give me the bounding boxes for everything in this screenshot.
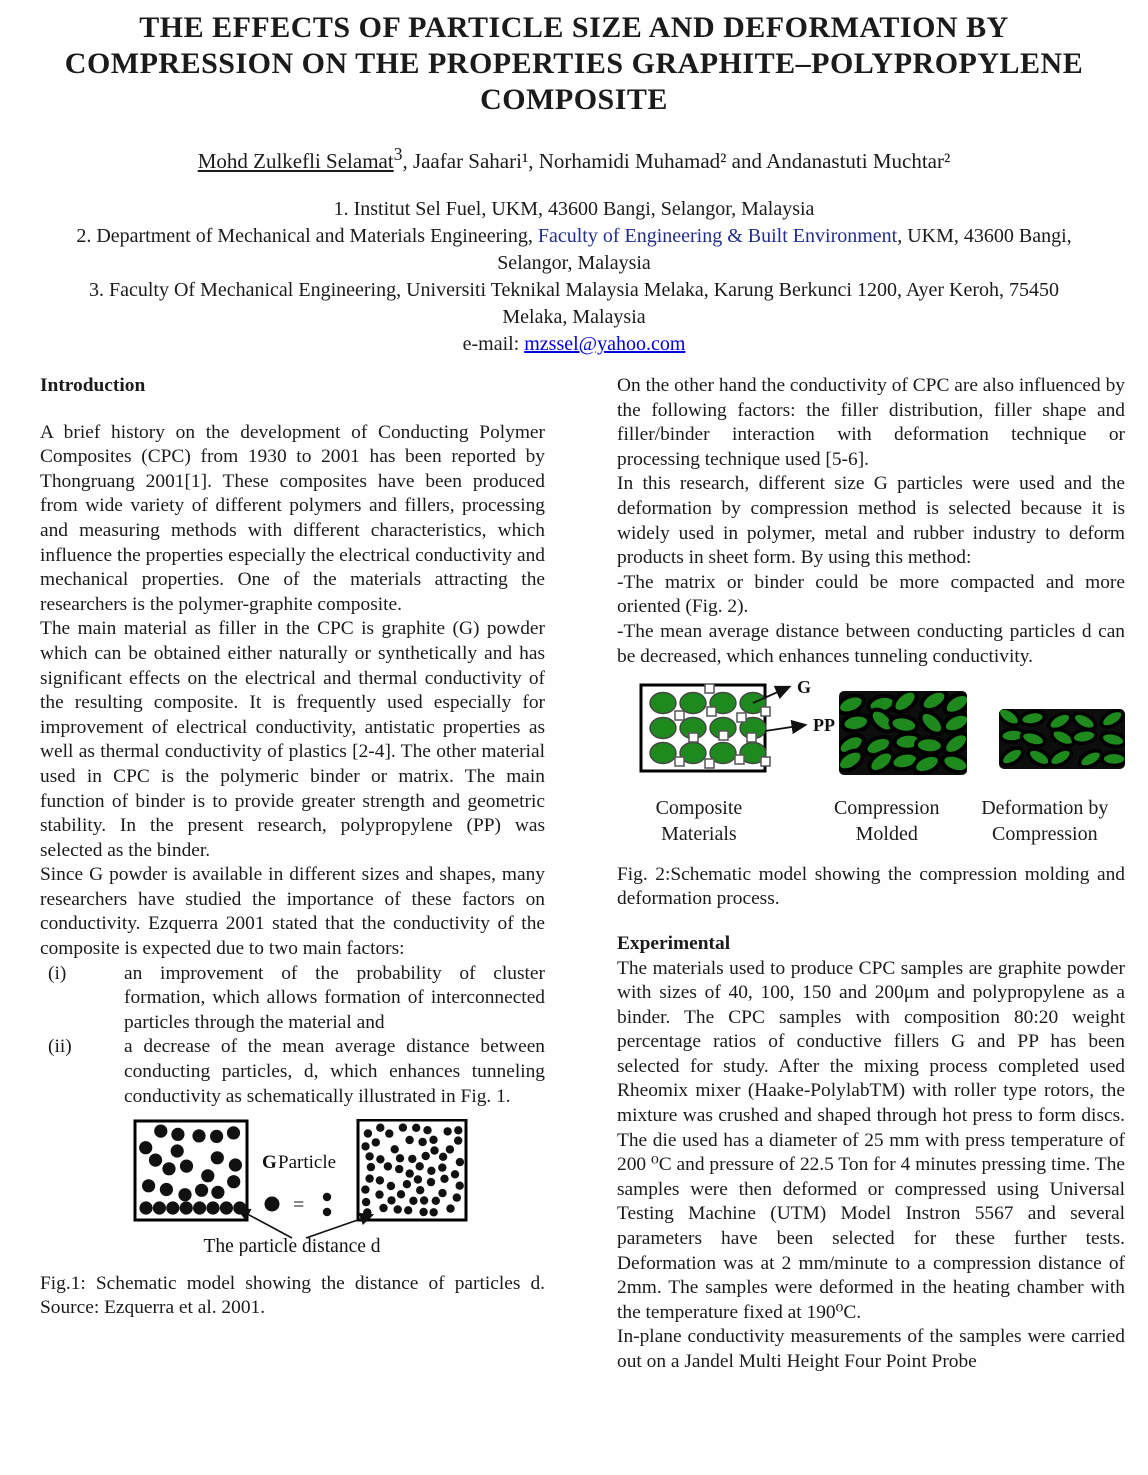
email-label: e-mail: xyxy=(462,333,525,355)
affiliation-2-post: , UKM, 43600 Bangi, xyxy=(897,225,1072,247)
fig2-arrow-pp xyxy=(765,725,805,731)
list-item-ii-marker: (ii) xyxy=(48,1036,72,1058)
right-paragraph-b: In this research, different size G particles were used and the deformation by compression method is selected because it is widely used in polymer, metal and rubber industry to deform products in sheet form. By using this method: xyxy=(617,473,1125,569)
affiliation-3: 3. Faculty Of Mechanical Engineering, Universiti Teknikal Malaysia Melaka, Karung Berkunci 1200, Ayer Keroh, 75450 xyxy=(88,279,1060,301)
list-item-i-text: an improvement of the probability of cluster formation, which allows formation of interconnected particles through the material and xyxy=(124,962,545,1033)
fig2-label-molded: Compression Molded xyxy=(833,796,940,845)
figure-2-labels xyxy=(617,795,1125,847)
fig1-legend-small-dot-2 xyxy=(323,1208,331,1216)
list-item-ii-text: a decrease of the mean average distance between conducting particles, d, which enhances tunneling conductivity as schematically illustrated in Fig. 1. xyxy=(124,1036,545,1107)
affiliation-1: 1. Institut Sel Fuel, UKM, 43600 Bangi, Selangor, Malaysia xyxy=(333,198,815,220)
title-line-1: THE EFFECTS OF PARTICLE SIZE AND DEFORMATION BY xyxy=(139,11,1009,44)
figure-1 xyxy=(40,1119,545,1321)
affiliation-2 xyxy=(0,223,1148,250)
fig1-arrow-right xyxy=(306,1215,372,1238)
title-line-2: COMPRESSION ON THE PROPERTIES GRAPHITE–POLYPROPYLENE xyxy=(64,47,1084,80)
right-paragraph-c: -The matrix or binder could be more compacted and more oriented (Fig. 2). xyxy=(617,571,1125,618)
experimental-paragraph: The materials used to produce CPC samples are graphite powder with sizes of 40, 100, 150 and 200μm and polypropylene as a binder. The CPC samples with composition 80:20 weight percentage ratios of conductive fillers G and PP has been selected for study. After the mixing process completed used Rheomix mixer (Haake-PolylabTM) with roller type rotors, the mixture was crushed and shaped through hot press to form discs. The die used has a diameter of 25 mm with press temperature of 200 ⁰C and pressure of 22.5 Ton for 4 minutes pressing time. The samples were then deformed or compressed using Universal Testing Machine (UTM) Model Instron 5567 and several parameters have been selected for these further tests. Deformation was at 2 mm/minute to a compression distance of 2mm. The samples were deformed in the heating chamber with the temperature fixed at 190⁰C. xyxy=(617,957,1125,1323)
list-item-i-marker: (i) xyxy=(48,962,67,984)
figure-2-schematic xyxy=(617,677,1125,783)
author-underlined: Mohd Zulkefli Selamat xyxy=(197,149,394,173)
author-sup: 3 xyxy=(393,144,403,164)
experimental-heading: Experimental xyxy=(617,932,731,954)
affiliation-2-faculty: Faculty of Engineering & Built Environment xyxy=(537,225,898,247)
author-line xyxy=(0,144,1148,174)
fig1-equals: = xyxy=(293,1194,305,1217)
two-column-body xyxy=(40,374,1148,1375)
right-paragraph-a: On the other hand the conductivity of CPC are also influenced by the following factors: the filler distribution, filler shape and filler/binder interaction with deformation technique or processing technique used [5-6]. xyxy=(617,375,1125,470)
fig1-legend-large-dot xyxy=(265,1197,280,1212)
fig2-g-label: G xyxy=(797,677,812,698)
fig2-label-deformed: Deformation by Compression xyxy=(981,796,1109,845)
figure-1-caption: Fig.1: Schematic model showing the distance of particles d. Source: Ezquerra et al. 2001. xyxy=(40,1272,545,1319)
fig1-distance-label: The particle distance d xyxy=(203,1236,381,1257)
affiliation-2-pre: 2. Department of Mechanical and Materials Engineering, xyxy=(76,225,538,247)
fig1-arrow-left xyxy=(238,1209,292,1238)
figure-2-caption: Fig. 2:Schematic model showing the compression molding and deformation process. xyxy=(617,863,1125,910)
title-line-3: COMPOSITE xyxy=(480,83,668,116)
paper-title xyxy=(0,10,1148,118)
intro-heading: Introduction xyxy=(40,375,146,396)
figure-2 xyxy=(617,677,1125,912)
fig2-label-composite: Composite Materials xyxy=(655,796,743,845)
email-line xyxy=(0,331,1148,358)
fig2-pp-label: PP xyxy=(813,715,835,736)
list-item-i xyxy=(40,962,545,1036)
affiliation-3b: Melaka, Malaysia xyxy=(502,306,646,328)
author-rest: , Jaafar Sahari¹, Norhamidi Muhamad² and Andanastuti Muchtar² xyxy=(402,149,951,173)
fig1-g-label-bold: G xyxy=(262,1152,277,1174)
intro-paragraph-1: A brief history on the development of Conducting Polymer Composites (CPC) from 1930 to 2001 has been reported by Thongruang 2001[1]. These composites have been produced from wide variety of different polymers and fillers, processing and measuring methods with different characteristics, which influence the properties especially the electrical conductivity and mechanical properties. One of the materials attracting the researchers is the polymer-graphite composite. xyxy=(40,421,545,615)
left-column xyxy=(40,374,545,1375)
right-column xyxy=(617,374,1125,1375)
email-link[interactable]: mzssel@yahoo.com xyxy=(524,333,686,355)
list-item-ii xyxy=(40,1035,545,1109)
intro-paragraph-3: Since G powder is available in different sizes and shapes, many researchers have studied the importance of these factors on conductivity. Ezquerra 2001 stated that the conductivity of the composite is expected due to two main factors: xyxy=(40,864,545,960)
paper-header xyxy=(0,0,1148,358)
figure-1-schematic xyxy=(40,1119,545,1256)
experimental-paragraph-2: In-plane conductivity measurements of the samples were carried out on a Jandel Multi Height Four Point Probe xyxy=(617,1326,1125,1372)
fig2-molded-particles xyxy=(835,687,973,777)
affiliation-2b: Selangor, Malaysia xyxy=(497,252,651,274)
intro-paragraph-2: The main material as filler in the CPC is graphite (G) powder which can be obtained either naturally or synthetically and has significant effects on the electrical and thermal conductivity of the resulting composite. It is frequently used especially for improvement of electrical conductivity, antistatic properties as well as thermal conductivity of plastics [2-4]. The other material used in CPC is the polymeric binder or matrix. The main function of binder is to provide greater strength and geometric stability. In the present research, polypropylene (PP) was selected as the binder. xyxy=(40,618,545,861)
right-paragraph-d: -The mean average distance between conducting particles d can be decreased, which enhances tunneling conductivity. xyxy=(617,620,1125,667)
fig1-legend-small-dot-1 xyxy=(323,1193,331,1201)
affiliations xyxy=(0,196,1148,358)
fig1-g-label: Particle xyxy=(278,1152,337,1174)
fig2-deformed-particles xyxy=(995,705,1125,771)
